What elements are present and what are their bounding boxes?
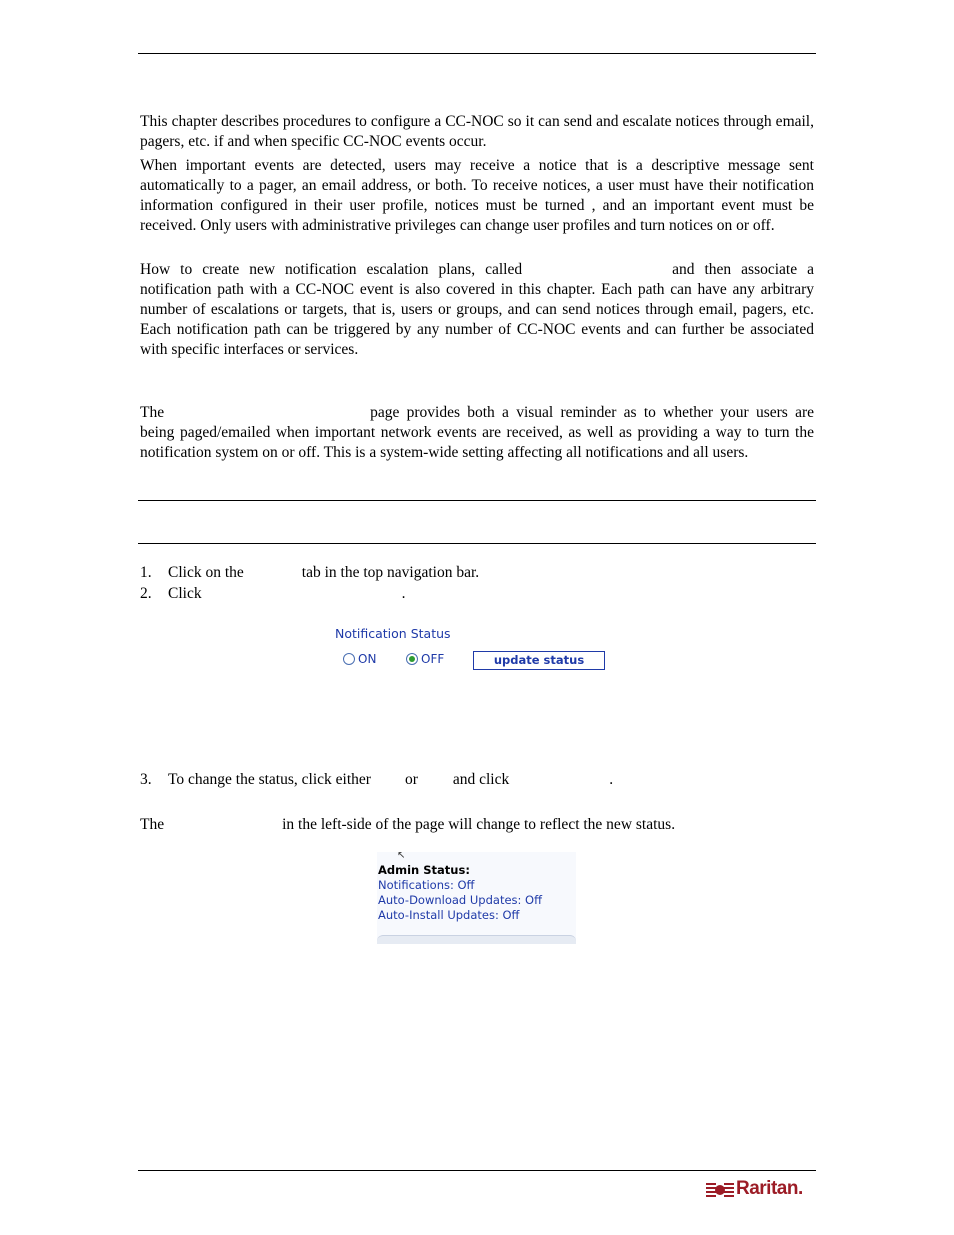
raritan-wordmark: Raritan. — [736, 1178, 803, 1199]
footer-rule — [138, 1170, 816, 1171]
radio-on-label: ON — [358, 652, 377, 666]
step-2: 2. Click . — [140, 585, 406, 602]
update-status-button[interactable]: update status — [473, 651, 605, 670]
auto-install-status-link[interactable]: Auto-Install Updates: Off — [378, 908, 520, 922]
radio-off-icon[interactable] — [406, 653, 418, 665]
step-3: 3. To change the status, click either or and click . — [140, 771, 614, 788]
status-paragraph: The page provides both a visual reminder as to whether your users are being paged/emailed when important network events are received, as well as providing a way to turn the notification system on or off. This is a system-wide setting affecting all notifications and all users. — [140, 404, 814, 461]
panel-bottom-bar — [377, 935, 576, 944]
intro-paragraph-2: When important events are detected, users may receive a notice that is a descriptive message sent automatically to a pager, an email address, or both. To receive notices, a user must have their notification information configured in their user profile, notices must be turned , and an important event must be received. Only users with administrative privileges can change user profiles and turn notices on or off. — [140, 157, 814, 234]
raritan-emblem-icon — [706, 1180, 734, 1202]
radio-on-icon[interactable] — [343, 653, 355, 665]
radio-off-option[interactable] — [406, 652, 444, 666]
procedure-top-rule — [138, 500, 816, 501]
notification-status-title: Notification Status — [335, 626, 451, 641]
admin-status-heading: Admin Status: — [378, 863, 470, 877]
intro-paragraph-1: This chapter describes procedures to configure a CC-NOC so it can send and escalate notices through email, pagers, etc. if and when specific CC-NOC events occur. — [140, 113, 814, 150]
radio-off-label: OFF — [421, 652, 445, 666]
raritan-logo — [706, 1178, 814, 1204]
step-1: 1. Click on the tab in the top navigation bar. — [140, 564, 480, 581]
intro-paragraph-3: How to create new notification escalation plans, called and then associate a notification path with a CC-NOC event is also covered in this chapter. Each path can have any arbitrary number of escalations or targets, that is, users or groups, and can send notices through email, pagers, etc. Each notification path can be triggered by any number of CC-NOC events and can further be associated with specific interfaces or services. — [140, 261, 814, 358]
radio-on-option[interactable] — [343, 652, 376, 666]
admin-status-panel — [377, 852, 576, 944]
procedure-bottom-rule — [138, 543, 816, 544]
notifications-status-link[interactable]: Notifications: Off — [378, 878, 475, 892]
status-change-note: The in the left-side of the page will change to reflect the new status. — [140, 816, 676, 833]
cursor-icon: ↖ — [397, 852, 406, 861]
auto-download-status-link[interactable]: Auto-Download Updates: Off — [378, 893, 543, 907]
header-rule — [138, 53, 816, 54]
